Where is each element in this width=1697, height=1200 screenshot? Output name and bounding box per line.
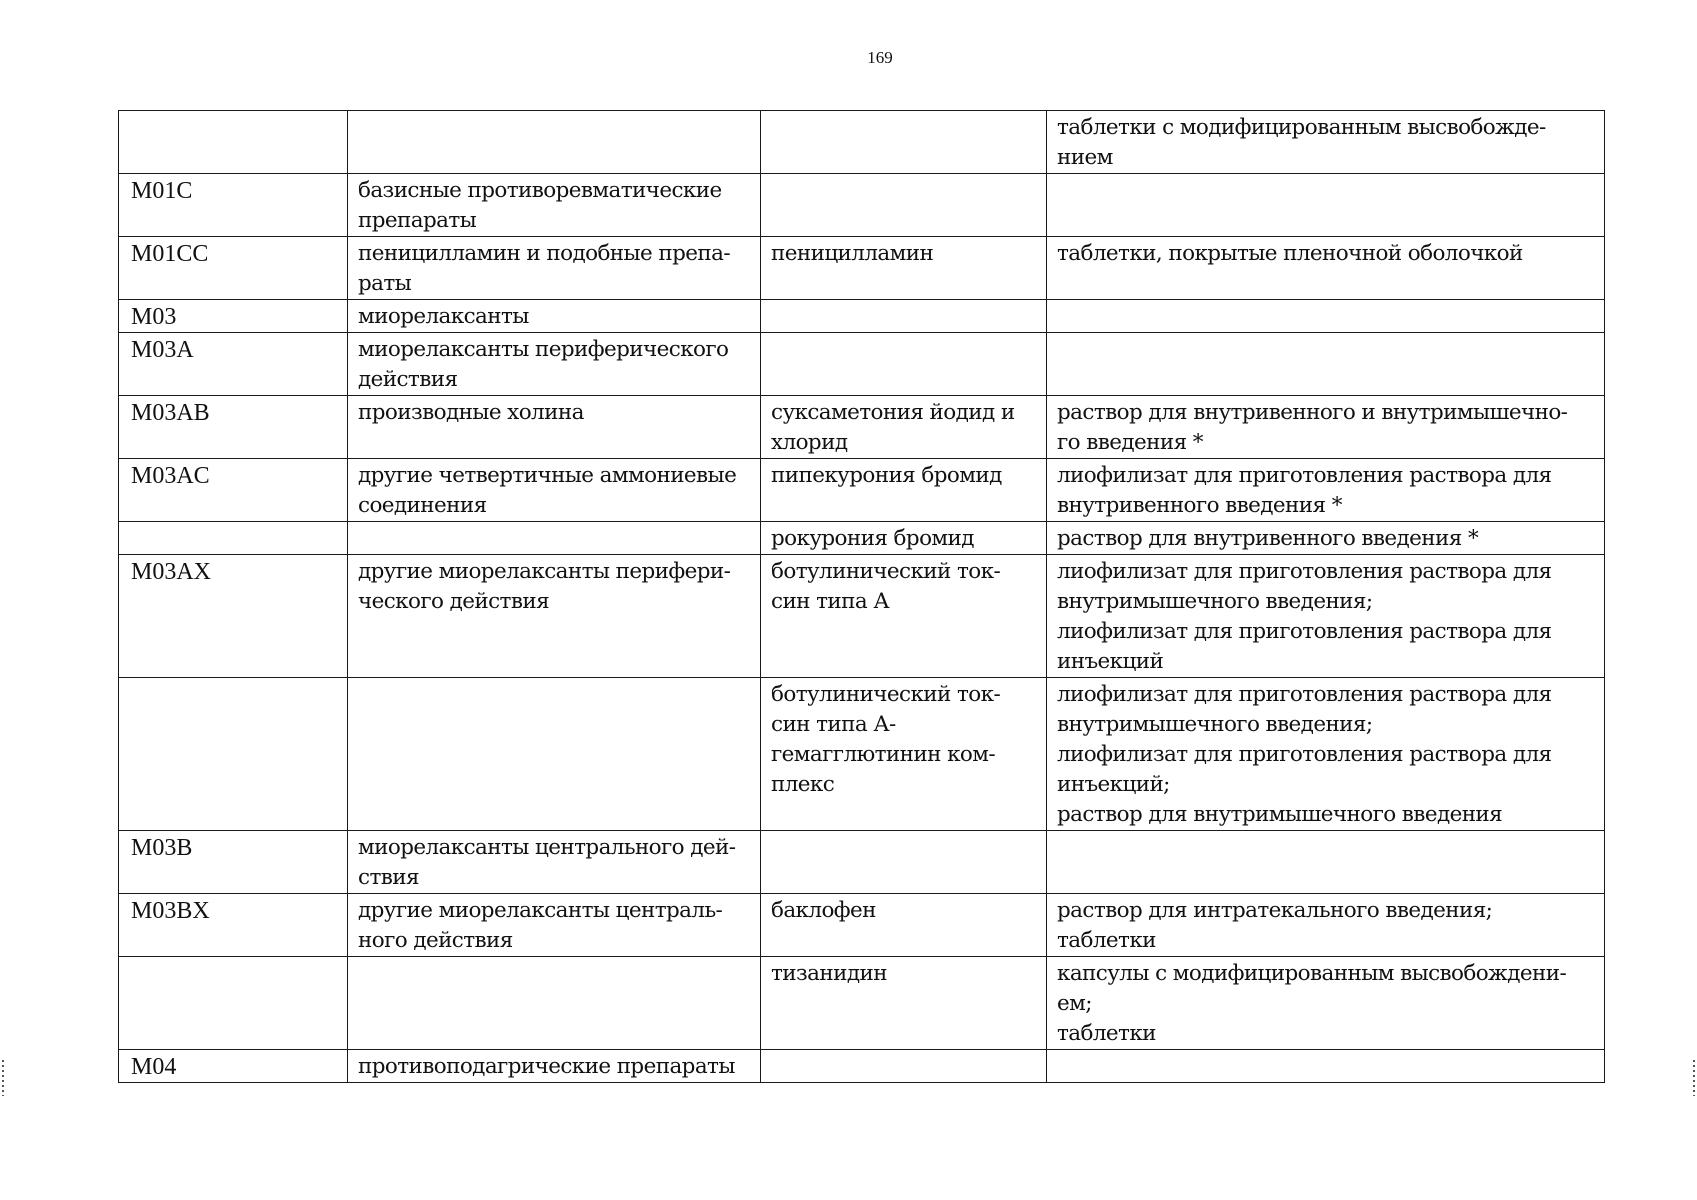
drug-name-cell: ботулинический ток- син типа А- гемагглютинин ком- плекс (761, 678, 1047, 831)
drug-classification-table-wrapper (118, 110, 1605, 1083)
drug-name-cell: тизанидин (761, 957, 1047, 1050)
pharmacological-group-cell: противоподагрические препараты (348, 1050, 761, 1083)
pharmacological-group-cell (348, 678, 761, 831)
dosage-form-cell: лиофилизат для приготовления раствора для внутривенного введения * (1047, 459, 1605, 522)
table-row (119, 957, 1605, 1050)
table-row (119, 174, 1605, 237)
atc-code-cell (119, 522, 348, 555)
drug-name-cell (761, 174, 1047, 237)
atc-code-cell: M01CC (119, 237, 348, 300)
dosage-form-cell: таблетки, покрытые пленочной оболочкой (1047, 237, 1605, 300)
pharmacological-group-cell: производные холина (348, 396, 761, 459)
table-row (119, 300, 1605, 333)
table-row (119, 111, 1605, 174)
table-row (119, 396, 1605, 459)
dosage-form-cell (1047, 1050, 1605, 1083)
table-row (119, 678, 1605, 831)
atc-code-cell: M03AC (119, 459, 348, 522)
atc-code-cell: M03 (119, 300, 348, 333)
drug-classification-table (118, 110, 1605, 1083)
atc-code-cell: M01C (119, 174, 348, 237)
table-row (119, 1050, 1605, 1083)
atc-code-cell: M03A (119, 333, 348, 396)
dosage-form-cell (1047, 831, 1605, 894)
dosage-form-cell (1047, 300, 1605, 333)
drug-name-cell (761, 111, 1047, 174)
table-row (119, 522, 1605, 555)
dosage-form-cell: раствор для внутривенного введения * (1047, 522, 1605, 555)
scan-edge-mark-left (2, 1060, 4, 1096)
pharmacological-group-cell: другие миорелаксанты централь- ного действия (348, 894, 761, 957)
dosage-form-cell: лиофилизат для приготовления раствора для внутримышечного введения; лиофилизат для приготовления раствора для инъекций (1047, 555, 1605, 678)
atc-code-cell (119, 111, 348, 174)
dosage-form-cell: таблетки с модифицированным высвобожде- нием (1047, 111, 1605, 174)
pharmacological-group-cell (348, 522, 761, 555)
drug-name-cell: ботулинический ток- син типа А (761, 555, 1047, 678)
table-row (119, 333, 1605, 396)
drug-name-cell (761, 1050, 1047, 1083)
pharmacological-group-cell: миорелаксанты периферического действия (348, 333, 761, 396)
page-number: 169 (867, 48, 893, 67)
scan-edge-mark-right (1693, 1060, 1695, 1096)
dosage-form-cell: лиофилизат для приготовления раствора для внутримышечного введения; лиофилизат для приготовления раствора для инъекций; раствор для внутримышечного введения (1047, 678, 1605, 831)
atc-code-cell: M03B (119, 831, 348, 894)
pharmacological-group-cell: базисные противоревматические препараты (348, 174, 761, 237)
table-row (119, 237, 1605, 300)
pharmacological-group-cell: пеницилламин и подобные препа- раты (348, 237, 761, 300)
atc-code-cell (119, 957, 348, 1050)
pharmacological-group-cell: другие четвертичные аммониевые соединения (348, 459, 761, 522)
drug-name-cell: пипекурония бромид (761, 459, 1047, 522)
atc-code-cell: M03AB (119, 396, 348, 459)
table-row (119, 894, 1605, 957)
dosage-form-cell (1047, 333, 1605, 396)
atc-code-cell: M03AX (119, 555, 348, 678)
pharmacological-group-cell: другие миорелаксанты перифери- ческого действия (348, 555, 761, 678)
atc-code-cell: M03BX (119, 894, 348, 957)
drug-name-cell: баклофен (761, 894, 1047, 957)
drug-name-cell (761, 333, 1047, 396)
pharmacological-group-cell (348, 111, 761, 174)
pharmacological-group-cell: миорелаксанты центрального дей- ствия (348, 831, 761, 894)
drug-name-cell (761, 300, 1047, 333)
drug-name-cell: рокурония бромид (761, 522, 1047, 555)
drug-name-cell: пеницилламин (761, 237, 1047, 300)
dosage-form-cell (1047, 174, 1605, 237)
atc-code-cell (119, 678, 348, 831)
table-row (119, 555, 1605, 678)
dosage-form-cell: капсулы с модифицированным высвобождени- ем; таблетки (1047, 957, 1605, 1050)
drug-name-cell: суксаметония йодид и хлорид (761, 396, 1047, 459)
pharmacological-group-cell: миорелаксанты (348, 300, 761, 333)
dosage-form-cell: раствор для внутривенного и внутримышечно- го введения * (1047, 396, 1605, 459)
pharmacological-group-cell (348, 957, 761, 1050)
table-row (119, 831, 1605, 894)
table-row (119, 459, 1605, 522)
dosage-form-cell: раствор для интратекального введения; таблетки (1047, 894, 1605, 957)
atc-code-cell: M04 (119, 1050, 348, 1083)
drug-name-cell (761, 831, 1047, 894)
